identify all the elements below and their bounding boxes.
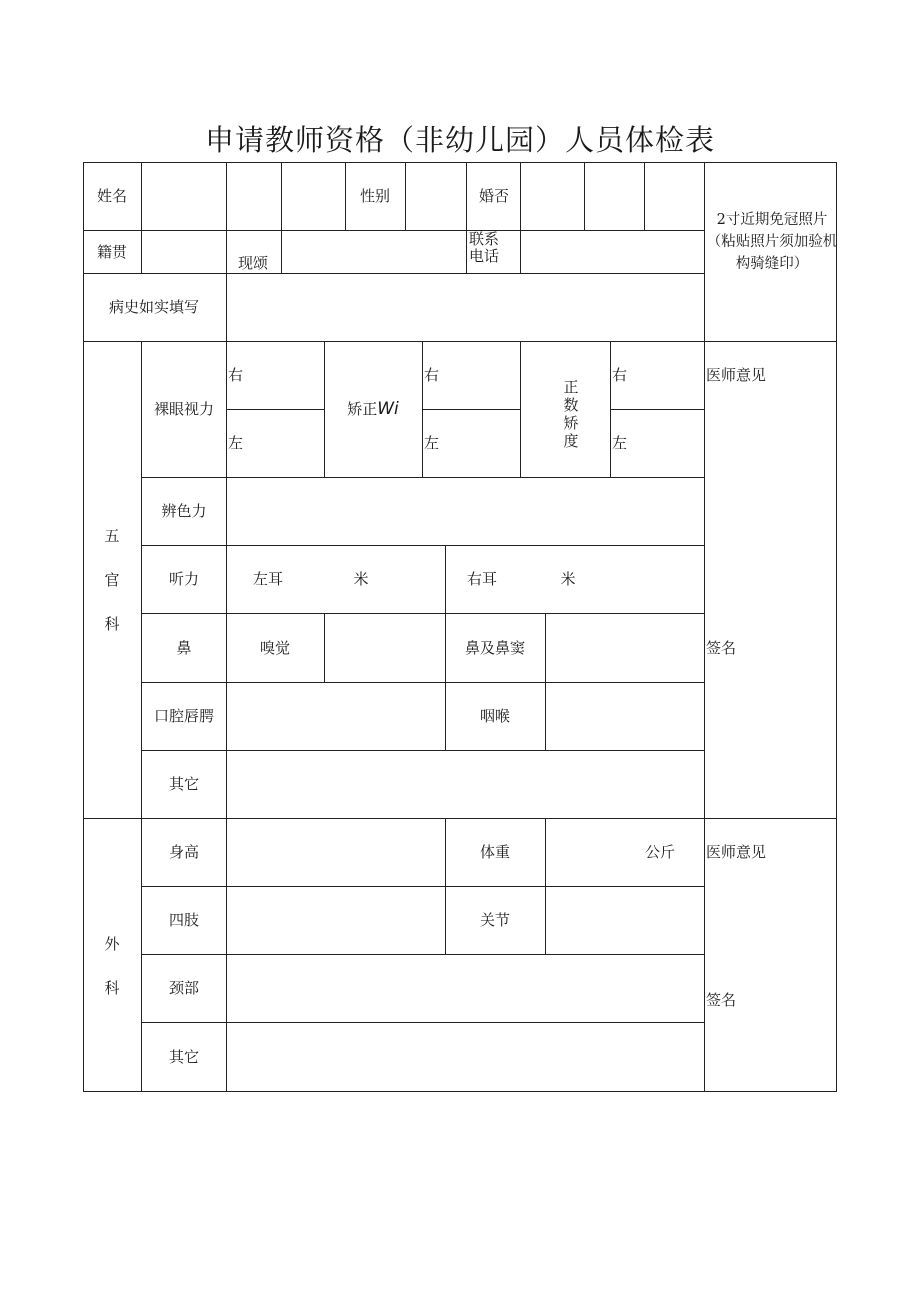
col-line xyxy=(445,818,446,955)
right-ear-unit: 米 xyxy=(560,570,576,588)
surgery-section-label: 外科 xyxy=(104,935,120,997)
border-right xyxy=(836,162,837,1092)
col-line xyxy=(405,162,406,230)
medical-history-label: 病史如实填写 xyxy=(108,298,200,316)
left-eye-label: 左 xyxy=(228,434,244,452)
smell-label: 嗅觉 xyxy=(259,639,291,657)
col-line xyxy=(545,818,546,955)
limbs-label: 四肢 xyxy=(168,911,200,929)
col-line xyxy=(226,341,227,1092)
nose-sinus-label: 鼻及鼻窦 xyxy=(464,639,526,657)
row-line xyxy=(227,409,325,410)
row-line xyxy=(423,409,521,410)
form-title: 申请教师资格（非幼儿园）人员体检表 xyxy=(204,123,715,157)
ent-doctor-opinion-label: 医师意见 xyxy=(706,366,767,384)
color-vision-label: 辨色力 xyxy=(161,502,207,520)
weight-unit: 公斤 xyxy=(644,843,676,861)
col-line xyxy=(226,273,227,341)
col-line xyxy=(345,162,346,230)
col-line xyxy=(584,162,585,230)
naked-vision-label: 裸眼视力 xyxy=(153,400,215,418)
col-line xyxy=(422,341,423,478)
surgery-other-label: 其它 xyxy=(168,1048,200,1066)
corrected-right-label: 右 xyxy=(424,366,440,384)
row-line xyxy=(83,818,837,819)
border-top xyxy=(83,162,837,163)
col-line xyxy=(324,613,325,682)
hearing-label: 听力 xyxy=(168,570,200,588)
corrected-text: 矫正 xyxy=(347,400,378,418)
col-line xyxy=(520,162,521,273)
col-line xyxy=(281,162,282,273)
phone-label: 联系电话 xyxy=(469,230,500,265)
name-label: 姓名 xyxy=(96,187,128,205)
gender-label: 性别 xyxy=(359,187,391,205)
photo-instruction: 2寸近期免冠照片（粘贴照片须加验机构骑缝印） xyxy=(706,212,838,272)
col-line xyxy=(466,162,467,273)
col-line xyxy=(141,341,142,1092)
correction-degree-label: 正数矫度 xyxy=(563,378,579,450)
left-ear-label: 左耳 xyxy=(252,570,284,588)
row-line xyxy=(83,273,705,274)
corrected-left-label: 左 xyxy=(424,434,440,452)
col-line xyxy=(610,341,611,478)
native-place-label: 籍贯 xyxy=(96,243,128,261)
border-bottom xyxy=(83,1091,837,1092)
throat-label: 咽喉 xyxy=(479,707,511,725)
left-ear-unit: 米 xyxy=(353,570,369,588)
ent-signature-label: 签名 xyxy=(706,639,737,657)
degree-left-label: 左 xyxy=(612,434,628,452)
row-line xyxy=(83,341,837,342)
col-line xyxy=(704,162,705,1092)
right-eye-label: 右 xyxy=(228,366,244,384)
col-line xyxy=(520,341,521,478)
corrected-mark: Wi xyxy=(377,399,399,419)
neck-label: 颈部 xyxy=(168,979,200,997)
marital-status-label: 婚否 xyxy=(478,187,510,205)
nose-label: 鼻 xyxy=(176,639,192,657)
col-line xyxy=(644,162,645,230)
height-label: 身高 xyxy=(168,843,200,861)
row-line xyxy=(610,409,705,410)
ent-other-label: 其它 xyxy=(168,775,200,793)
surgery-signature-label: 签名 xyxy=(706,991,737,1009)
col-line xyxy=(226,162,227,273)
surgery-doctor-opinion-label: 医师意见 xyxy=(706,843,767,861)
col-line xyxy=(445,545,446,750)
col-line xyxy=(545,613,546,750)
right-ear-label: 右耳 xyxy=(466,570,498,588)
col-line xyxy=(324,341,325,478)
weight-label: 体重 xyxy=(479,843,511,861)
joints-label: 关节 xyxy=(479,911,511,929)
oral-label: 口腔唇腭 xyxy=(153,707,215,725)
row-line xyxy=(83,230,705,231)
col-line xyxy=(141,162,142,273)
degree-right-label: 右 xyxy=(612,366,628,384)
residence-label: 现颂 xyxy=(237,254,269,272)
border-left xyxy=(83,162,84,1092)
ent-section-label: 五官科 xyxy=(104,527,120,633)
corrected-vision-label xyxy=(347,400,399,418)
